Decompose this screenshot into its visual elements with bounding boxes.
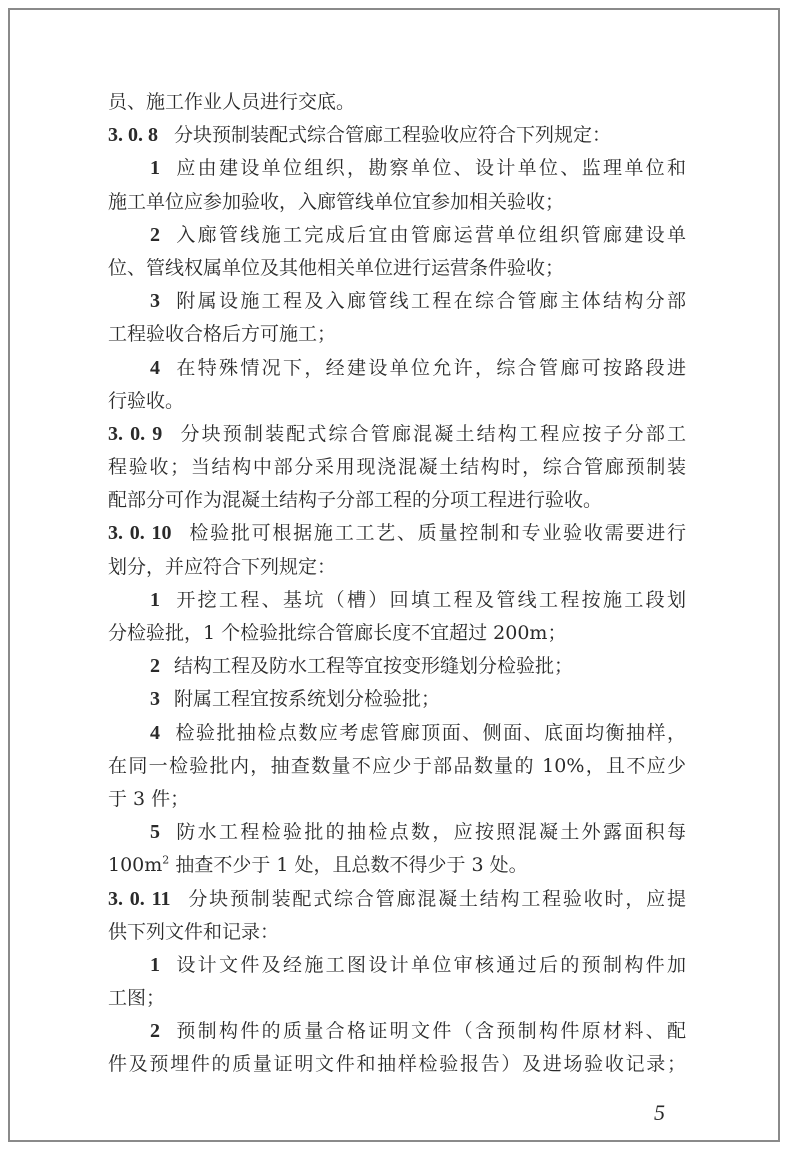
item-number: 1 (150, 157, 160, 180)
line-text: 程验收；当结构中部分采用现浇混凝土结构时，综合管廊预制装 (108, 456, 686, 479)
clause-heading-line (108, 883, 686, 916)
line-text: 检验批可根据施工工艺、质量控制和专业验收需要进行 (187, 522, 686, 545)
line-text: 配部分可作为混凝土结构子分部工程的分项工程进行验收。 (108, 489, 603, 512)
line-text: 应由建设单位组织，勘察单位、设计单位、监理单位和 (174, 157, 686, 180)
line-text: 工图； (108, 987, 166, 1010)
item-number: 4 (150, 721, 160, 744)
text-line (108, 783, 686, 816)
line-text-continued: 抽查不少于 1 处，且总数不得少于 3 处。 (169, 854, 528, 877)
list-item-line (108, 1015, 686, 1048)
list-item-line (108, 152, 686, 185)
line-text: 划分，并应符合下列规定： (108, 555, 337, 578)
text-line (108, 484, 686, 517)
line-text: 100m (108, 854, 163, 877)
line-text: 在同一检验批内，抽查数量不应少于部品数量的 10%，且不应少 (108, 754, 686, 777)
line-text: 施工单位应参加验收，入廊管线单位宜参加相关验收； (108, 190, 565, 213)
text-line (108, 86, 686, 119)
list-item-line (108, 650, 686, 683)
item-number: 1 (150, 588, 160, 611)
list-item-line (108, 717, 686, 750)
page-number: 5 (654, 1100, 665, 1125)
line-text: 行验收。 (108, 389, 185, 412)
text-line (108, 186, 686, 219)
line-text: 检验批抽检点数应考虑管廊顶面、侧面、底面均衡抽样， (174, 721, 686, 744)
item-number: 5 (150, 821, 160, 844)
item-number: 3 (150, 290, 160, 313)
line-text: 分块预制装配式综合管廊混凝土结构工程应按子分部工 (178, 422, 686, 445)
clause-heading-line (108, 119, 686, 152)
item-number: 3 (150, 688, 160, 711)
item-number: 4 (150, 356, 160, 379)
line-text: 员、施工作业人员进行交底。 (108, 91, 356, 113)
line-text: 供下列文件和记录： (108, 920, 280, 943)
text-line (108, 617, 686, 650)
text-line (108, 849, 686, 882)
superscript: 2 (162, 853, 170, 867)
text-line (108, 982, 686, 1015)
line-text: 分检验批，1 个检验批综合管廊长度不宜超过 200m； (108, 622, 567, 644)
clause-number: 3. 0. 10 (108, 522, 172, 545)
item-number: 2 (150, 655, 160, 678)
list-item-line (108, 816, 686, 849)
text-line (108, 1048, 686, 1081)
clause-heading-line (108, 418, 686, 451)
list-item-line (108, 352, 686, 385)
text-line (108, 385, 686, 418)
clause-heading-line (108, 517, 686, 550)
clause-number: 3. 0. 11 (108, 887, 171, 910)
line-text: 防水工程检验批的抽检点数，应按照混凝土外露面积每 (174, 821, 686, 844)
line-text: 开挖工程、基坑（槽）回填工程及管线工程按施工段划 (174, 588, 686, 611)
line-text: 分块预制装配式综合管廊工程验收应符合下列规定： (174, 124, 612, 147)
document-body (108, 86, 686, 1082)
line-text: 设计文件及经施工图设计单位审核通过后的预制构件加 (174, 953, 686, 976)
clause-number: 3. 0. 8 (108, 124, 158, 147)
line-text: 附属设施工程及入廊管线工程在综合管廊主体结构分部 (174, 290, 686, 313)
item-number: 2 (150, 223, 160, 246)
text-line (108, 451, 686, 484)
item-number: 2 (150, 1020, 160, 1043)
line-text: 入廊管线施工完成后宜由管廊运营单位组织管廊建设单 (174, 223, 686, 246)
text-line (108, 252, 686, 285)
line-text: 附属工程宜按系统划分检验批； (174, 688, 441, 711)
line-text: 于 3 件； (108, 787, 190, 810)
list-item-line (108, 683, 686, 716)
item-number: 1 (150, 953, 160, 976)
text-line (108, 318, 686, 351)
line-text: 位、管线权属单位及其他相关单位进行运营条件验收； (108, 256, 565, 279)
line-text: 件及预埋件的质量证明文件和抽样检验报告）及进场验收记录； (108, 1053, 686, 1076)
line-text: 结构工程及防水工程等宜按变形缝划分检验批； (174, 655, 574, 678)
text-line (108, 551, 686, 584)
line-text: 工程验收合格后方可施工； (108, 323, 337, 346)
list-item-line (108, 219, 686, 252)
line-text: 预制构件的质量合格证明文件（含预制构件原材料、配 (174, 1020, 686, 1043)
list-item-line (108, 949, 686, 982)
clause-number: 3. 0. 9 (108, 422, 163, 445)
line-text: 在特殊情况下，经建设单位允许，综合管廊可按路段进 (174, 356, 686, 379)
list-item-line (108, 285, 686, 318)
text-line (108, 916, 686, 949)
text-line (108, 750, 686, 783)
list-item-line (108, 584, 686, 617)
line-text: 分块预制装配式综合管廊混凝土结构工程验收时，应提 (186, 887, 686, 910)
